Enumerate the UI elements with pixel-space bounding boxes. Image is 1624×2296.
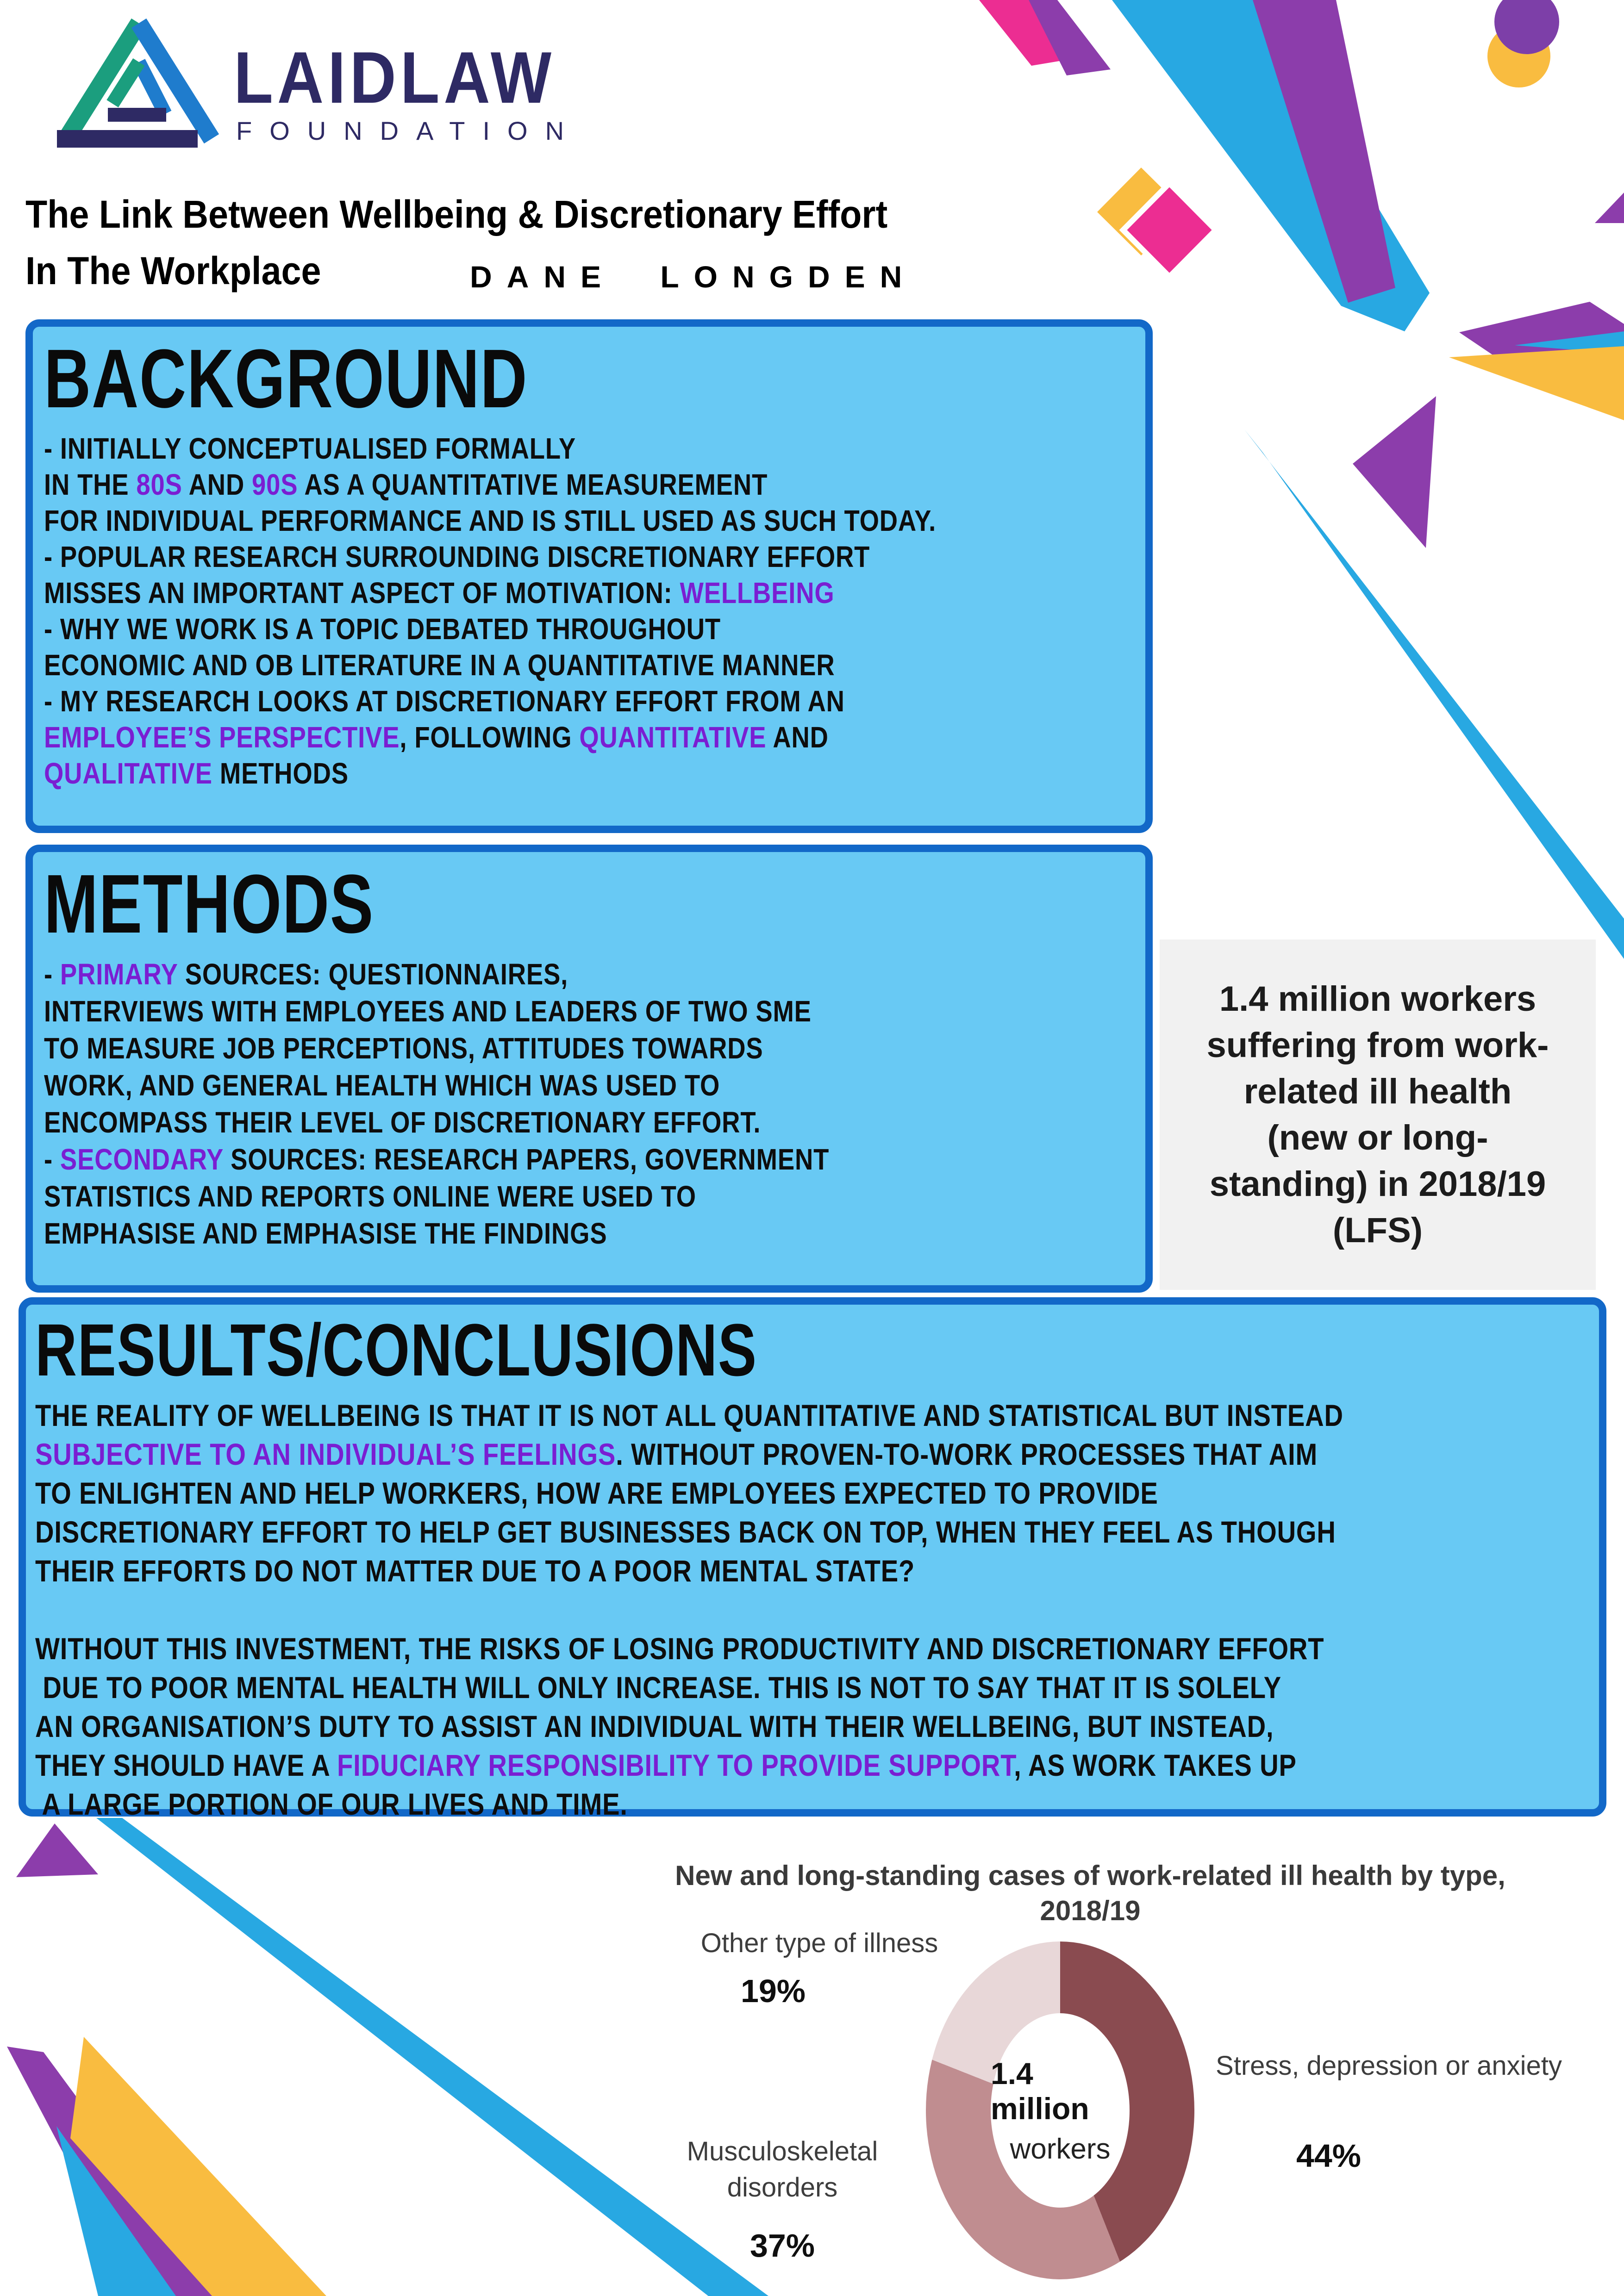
text-line: FOR INDIVIDUAL PERFORMANCE AND IS STILL USED AS SUCH TODAY.	[44, 504, 937, 537]
results-section	[19, 1297, 1606, 1822]
text-line	[35, 1590, 1349, 1629]
donut-chart	[926, 1941, 1194, 2279]
background-body	[44, 430, 1131, 791]
slice-label-other: Other type of illness	[700, 1928, 938, 1958]
text-line: - WHY WE WORK IS A TOPIC DEBATED THROUGHOUT	[44, 612, 721, 646]
deco-purple-triangle-right	[1353, 396, 1436, 548]
text-line: IN THE 80S AND 90S AS A QUANTITATIVE MEASUREMENT	[44, 467, 768, 501]
deco-yellow-triangle-right	[1449, 346, 1624, 420]
text-line: SUBJECTIVE TO AN INDIVIDUAL’S FEELINGS. WITHOUT PROVEN-TO-WORK PROCESSES THAT AIM	[35, 1437, 1318, 1472]
text-line: - MY RESEARCH LOOKS AT DISCRETIONARY EFFORT FROM AN	[44, 684, 845, 718]
stat-line: standing) in 2018/19	[1209, 1164, 1546, 1204]
text-line: INTERVIEWS WITH EMPLOYEES AND LEADERS OF TWO SME	[44, 994, 812, 1028]
text-line: THEY SHOULD HAVE A FIDUCIARY RESPONSIBILITY TO PROVIDE SUPPORT, AS WORK TAKES UP	[35, 1748, 1297, 1783]
background-section	[25, 319, 1153, 833]
slice-label-stress: Stress, depression or anxiety	[1216, 2051, 1562, 2081]
text-line: DISCRETIONARY EFFORT TO HELP GET BUSINESSES BACK ON TOP, WHEN THEY FEEL AS THOUGH	[35, 1515, 1336, 1549]
results-heading: RESULTS/CONCLUSIONS	[35, 1308, 757, 1391]
donut-center-unit: workers	[1010, 2133, 1111, 2165]
stat-line: 1.4 million workers	[1219, 979, 1537, 1019]
chart-title-line1: New and long-standing cases of work-related ill health by type,	[675, 1860, 1505, 1891]
text-line: - POPULAR RESEARCH SURROUNDING DISCRETIONARY EFFORT	[44, 540, 870, 573]
stat-line: related ill health	[1243, 1071, 1512, 1111]
text-line: EMPHASISE AND EMPHASISE THE FINDINGS	[44, 1216, 607, 1250]
slice-label-musculoskeletal: Musculoskeletal disorders	[687, 2136, 878, 2203]
text-line: TO MEASURE JOB PERCEPTIONS, ATTITUDES TOWARDS	[44, 1031, 763, 1065]
text-line: - INITIALLY CONCEPTUALISED FORMALLY	[44, 431, 576, 465]
slice-pct-stress: 44%	[1296, 2138, 1362, 2174]
text-line: WORK, AND GENERAL HEALTH WHICH WAS USED TO	[44, 1068, 720, 1102]
deco-purple-corner-wedge	[1595, 193, 1624, 223]
stat-callout	[1160, 940, 1596, 1290]
text-line: MISSES AN IMPORTANT ASPECT OF MOTIVATION: WELLBEING	[44, 576, 835, 610]
background-heading: BACKGROUND	[44, 332, 528, 425]
text-line: A LARGE PORTION OF OUR LIVES AND TIME.	[35, 1787, 628, 1822]
text-line: THE REALITY OF WELLBEING IS THAT IT IS NOT ALL QUANTITATIVE AND STATISTICAL BUT INSTEAD	[35, 1398, 1343, 1433]
methods-section	[25, 845, 1153, 1293]
methods-heading: METHODS	[44, 858, 374, 951]
logo-brand-text: LAIDLAW	[234, 37, 556, 118]
text-line: - SECONDARY SOURCES: RESEARCH PAPERS, GOVERNMENT	[44, 1142, 830, 1176]
text-line: - PRIMARY SOURCES: QUESTIONNAIRES,	[44, 957, 568, 991]
poster-title-line2: In The Workplace	[25, 249, 321, 292]
stat-line: (new or long-	[1267, 1118, 1488, 1157]
donut-center-value: 1.4 million	[991, 2056, 1089, 2126]
methods-body	[44, 956, 1131, 1252]
text-line: STATISTICS AND REPORTS ONLINE WERE USED TO	[44, 1179, 696, 1213]
poster-title-line1: The Link Between Wellbeing & Discretionary Effort	[25, 193, 888, 236]
text-line: DUE TO POOR MENTAL HEALTH WILL ONLY INCREASE. THIS IS NOT TO SAY THAT IT IS SOLELY	[35, 1670, 1281, 1705]
text-line: AN ORGANISATION’S DUTY TO ASSIST AN INDIVIDUAL WITH THEIR WELLBEING, BUT INSTEAD,	[35, 1709, 1274, 1744]
author-name: DANE LONGDEN	[470, 260, 917, 294]
chart-title	[616, 1858, 1565, 1929]
text-line: TO ENLIGHTEN AND HELP WORKERS, HOW ARE EMPLOYEES EXPECTED TO PROVIDE	[35, 1476, 1158, 1511]
text-line: WITHOUT THIS INVESTMENT, THE RISKS OF LOSING PRODUCTIVITY AND DISCRETIONARY EFFORT	[35, 1631, 1324, 1666]
stat-line: (LFS)	[1332, 1210, 1423, 1250]
logo-sub-text: FOUNDATION	[236, 116, 582, 145]
donut-center-label	[991, 2013, 1130, 2208]
results-body	[35, 1396, 1580, 1823]
chart-title-line2: 2018/19	[1040, 1895, 1141, 1926]
deco-cyan-band-right	[1244, 429, 1624, 959]
text-line: ENCOMPASS THEIR LEVEL OF DISCRETIONARY EFFORT.	[44, 1105, 761, 1139]
text-line: THEIR EFFORTS DO NOT MATTER DUE TO A POOR MENTAL STATE?	[35, 1554, 915, 1588]
text-line: EMPLOYEE’S PERSPECTIVE, FOLLOWING QUANTITATIVE AND	[44, 720, 829, 754]
slice-pct-other: 19%	[740, 1973, 806, 2009]
laidlaw-logo-triangle-icon	[44, 16, 234, 148]
deco-purple-triangle-bottom-left	[16, 1823, 98, 1877]
stat-line: suffering from work-	[1206, 1025, 1549, 1065]
slice-pct-musculoskeletal: 37%	[750, 2228, 815, 2264]
text-line: QUALITATIVE METHODS	[44, 756, 349, 790]
text-line: ECONOMIC AND OB LITERATURE IN A QUANTITATIVE MANNER	[44, 648, 835, 682]
